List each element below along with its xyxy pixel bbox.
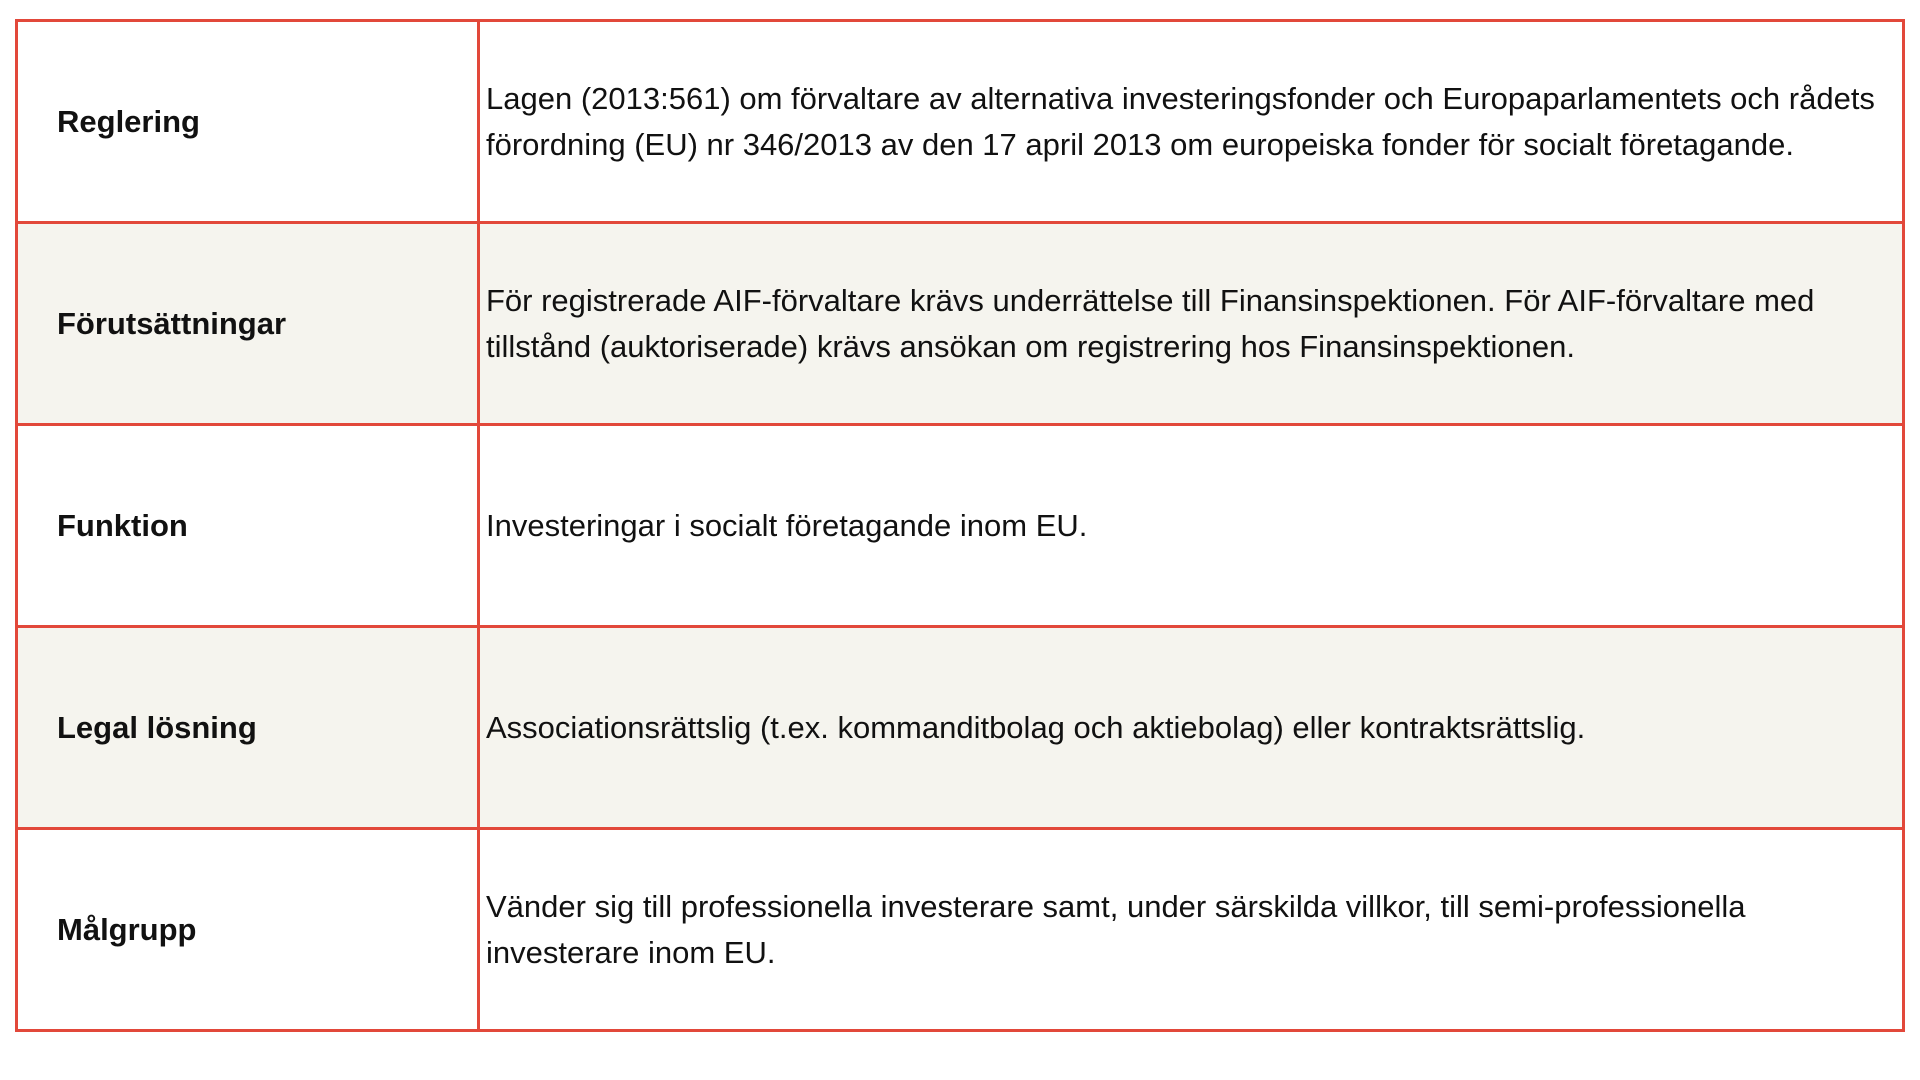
row-label-funktion: Funktion <box>17 425 479 627</box>
table-row <box>17 21 1904 223</box>
table-row <box>17 627 1904 829</box>
row-value-malgrupp: Vänder sig till professionella investerare samt, under särskilda villkor, till semi-professionella investerare inom EU. <box>479 829 1904 1031</box>
row-label-reglering: Reglering <box>17 21 479 223</box>
row-label-malgrupp: Målgrupp <box>17 829 479 1031</box>
info-table <box>15 19 1905 1032</box>
row-value-funktion: Investeringar i socialt företagande inom EU. <box>479 425 1904 627</box>
table-row <box>17 223 1904 425</box>
row-value-legal-losning: Associationsrättslig (t.ex. kommanditbolag och aktiebolag) eller kontraktsrättslig. <box>479 627 1904 829</box>
table-row <box>17 425 1904 627</box>
row-label-legal-losning: Legal lösning <box>17 627 479 829</box>
row-value-reglering: Lagen (2013:561) om förvaltare av alternativa investeringsfonder och Europaparlamentets och rådets förordning (EU) nr 346/2013 av den 17 april 2013 om europeiska fonder för socialt företagande. <box>479 21 1904 223</box>
row-label-forutsattningar: Förutsättningar <box>17 223 479 425</box>
table-row <box>17 829 1904 1031</box>
row-value-forutsattningar: För registrerade AIF-förvaltare krävs underrättelse till Finansinspektionen. För AIF-förvaltare med tillstånd (auktoriserade) krävs ansökan om registrering hos Finansinspektionen. <box>479 223 1904 425</box>
